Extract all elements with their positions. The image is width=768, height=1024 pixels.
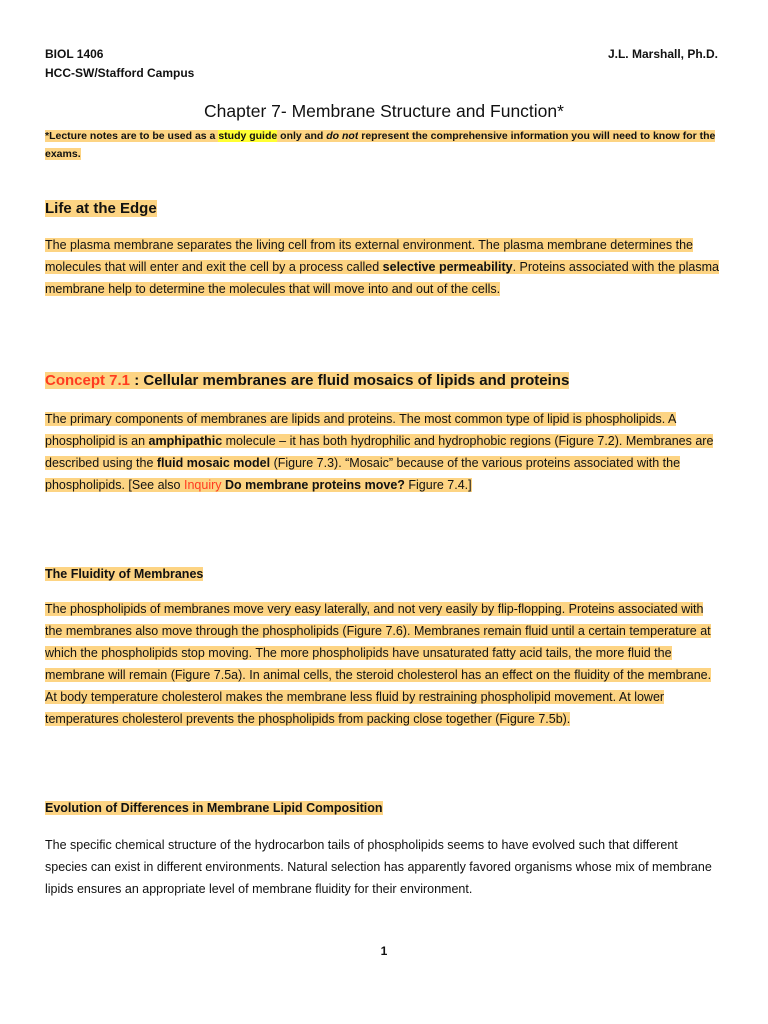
subheading-evolution (45, 801, 383, 815)
section-heading-text: Life at the Edge (45, 200, 157, 217)
paragraph-life-at-edge (45, 234, 721, 300)
note-study-guide: study guide (218, 130, 278, 142)
concept-text-b: molecule – it has both hydrophilic and hydrophobic regions (Figure 7.2). Membranes are described using the (45, 434, 714, 470)
concept-heading (45, 372, 569, 389)
concept-text-e: Figure 7.4.] (404, 478, 472, 492)
page-title: Chapter 7- Membrane Structure and Function* (204, 101, 564, 121)
section-heading-life-at-edge (45, 200, 157, 217)
paragraph-evolution: The specific chemical structure of the hydrocarbon tails of phospholipids seems to have evolved such that different species can exist in different environments. Natural selection has apparently favored organisms whose mix of membrane lipids ensures an appropriate level of membrane fluidity for their environment. (45, 838, 712, 896)
note-do-not: do not (326, 130, 359, 142)
inquiry-label: Inquiry (183, 478, 222, 492)
paragraph-text-b: . Proteins associated with the plasma membrane help to determine the molecules that will move into and out of the cells. (45, 260, 719, 296)
paragraph-fluidity (45, 598, 721, 730)
inquiry-question: Do membrane proteins move? (225, 478, 405, 492)
subheading-fluidity (45, 567, 203, 581)
concept-label: Concept 7.1 (45, 372, 131, 389)
campus-name: HCC-SW/Stafford Campus (45, 66, 195, 80)
paragraph-text-a: The plasma membrane separates the living cell from its external environment. The plasma membrane determines the molecules that will enter and exit the cell by a process called (45, 238, 693, 274)
fluidity-text: The phospholipids of membranes move very easy laterally, and not very easily by flip-flopping. Proteins associated with the membranes also move through the phospholipids (Figure 7.6). Membranes remain fluid until a certain temperature at which the phospholipids stop moving. The more phospholipids have unsaturated fatty acid tails, the more fluid the membrane will remain (Figure 7.5a). In animal cells, the steroid cholesterol has an effect on the fluidity of the membrane. At body temperature cholesterol makes the membrane less fluid by restraining phospholipid movement. At lower temperatures cholesterol prevents the phospholipids from packing close together (Figure 7.5b). (45, 602, 712, 726)
author-name: J.L. Marshall, Ph.D. (607, 47, 718, 61)
subheading-evolution-text: Evolution of Differences in Membrane Lipid Composition (45, 801, 383, 815)
concept-text-c: (Figure 7.3). “Mosaic” because of the various proteins associated with the phospholipids. [See also (45, 456, 681, 492)
note-post: represent the comprehensive information you will need to know for the exams. (45, 130, 716, 160)
subheading-fluidity-text: The Fluidity of Membranes (45, 567, 204, 581)
term-selective-permeability: selective permeability (382, 260, 513, 274)
page-number: 1 (380, 944, 388, 958)
note-pre: *Lecture notes are to be used as a (45, 130, 219, 142)
course-code: BIOL 1406 (45, 47, 104, 61)
term-amphipathic: amphipathic (148, 434, 223, 448)
term-fluid-mosaic-model: fluid mosaic model (156, 456, 271, 470)
note-mid: only and (277, 130, 327, 142)
paragraph-concept (45, 408, 721, 496)
concept-title: : Cellular membranes are fluid mosaics of lipids and proteins (130, 372, 570, 389)
disclaimer-note (45, 127, 721, 163)
concept-text-a: The primary components of membranes are lipids and proteins. The most common type of lipid is phospholipids. A phospholipid is an (45, 412, 677, 448)
